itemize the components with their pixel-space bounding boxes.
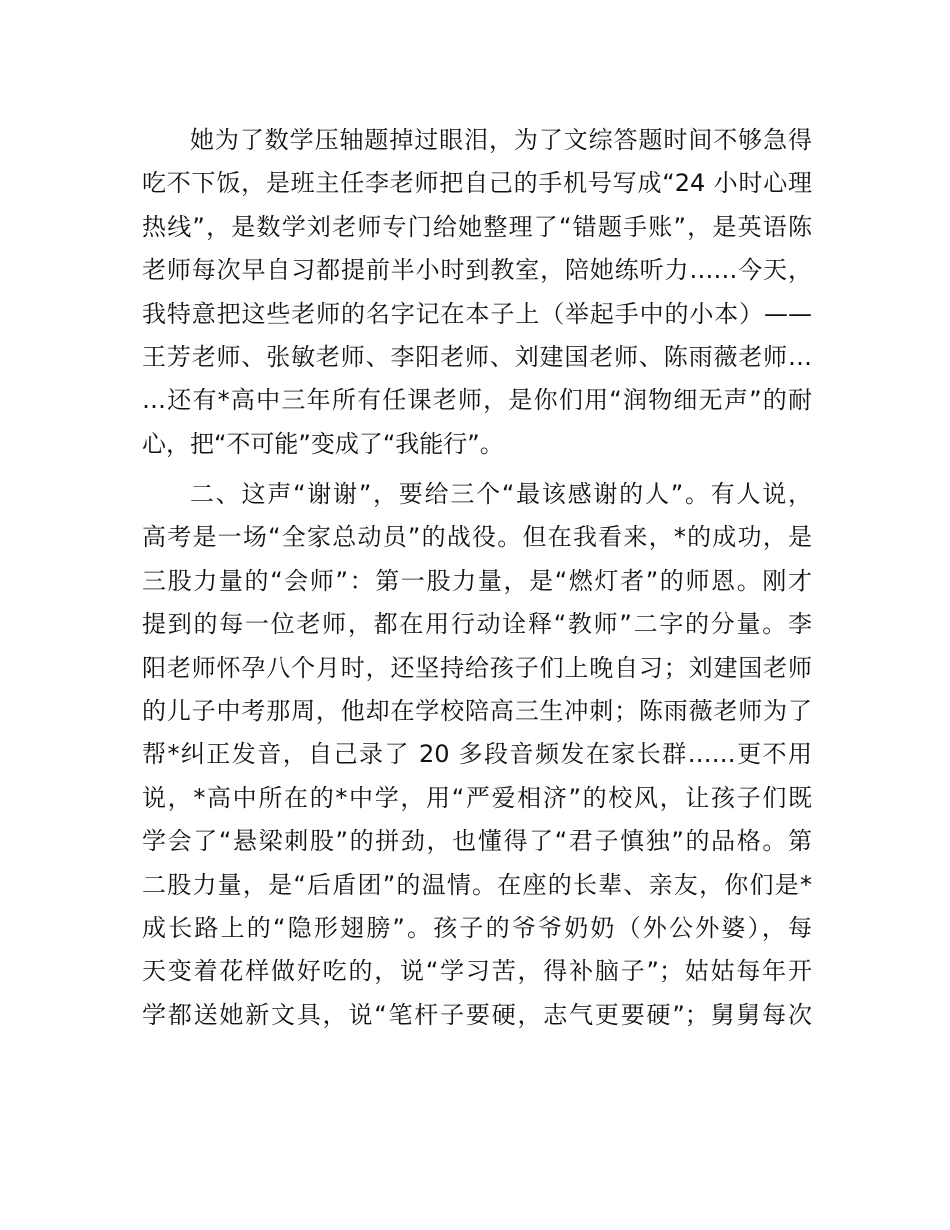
text-line: 热线”，是数学刘老师专门给她整理了“错题手账”，是英语陈 [142,212,812,241]
text-line: 老师每次早自习都提前半小时到教室，陪她练听力……今天， [142,256,812,285]
text-line: 的儿子中考那周，他却在学校陪高三生冲刺；陈雨薇老师为了 [142,696,812,725]
text-line: 心，把“不可能”变成了“我能行”。 [142,429,504,458]
text-line: 王芳老师、张敏老师、李阳老师、刘建国老师、陈雨薇老师… [142,342,812,371]
text-line: 成长路上的“隐形翅膀”。孩子的爷爷奶奶（外公外婆），每 [142,913,812,942]
text-line: 提到的每一位老师，都在用行动诠释“教师”二字的分量。李 [142,610,812,639]
text-line: 我特意把这些老师的名字记在本子上（举起手中的小本）—— [142,299,812,328]
text-line: 三股力量的“会师”：第一股力量，是“燃灯者”的师恩。刚才 [142,566,812,595]
paragraph-thanks [142,473,812,1037]
text-line: 学会了“悬梁刺股”的拼劲，也懂得了“君子慎独”的品格。第 [142,827,812,856]
text-line: 吃不下饭，是班主任李老师把自己的手机号写成“24 小时心理 [142,169,812,198]
text-line: 说，*高中所在的*中学，用“严爱相济”的校风，让孩子们既 [142,783,812,812]
text-line: 帮*纠正发音，自己录了 20 多段音频发在家长群……更不用 [142,740,812,769]
text-line: 天变着花样做好吃的，说“学习苦，得补脑子”；姑姑每年开 [142,957,812,986]
text-line: 学都送她新文具，说“笔杆子要硬，志气更要硬”；舅舅每次 [142,1000,812,1029]
paragraph-teachers [142,119,812,466]
text-line: 高考是一场“全家总动员”的战役。但在我看来，*的成功，是 [142,523,812,552]
text-line: 她为了数学压轴题掉过眼泪，为了文综答题时间不够急得 [190,126,812,154]
text-line: 阳老师怀孕八个月时，还坚持给孩子们上晚自习；刘建国老师 [142,653,812,682]
text-line: 二、这声“谢谢”，要给三个“最该感谢的人”。有人说， [190,480,812,508]
text-line: 二股力量，是“后盾团”的温情。在座的长辈、亲友，你们是* [142,870,812,899]
text-line: …还有*高中三年所有任课老师，是你们用“润物细无声”的耐 [142,386,812,415]
